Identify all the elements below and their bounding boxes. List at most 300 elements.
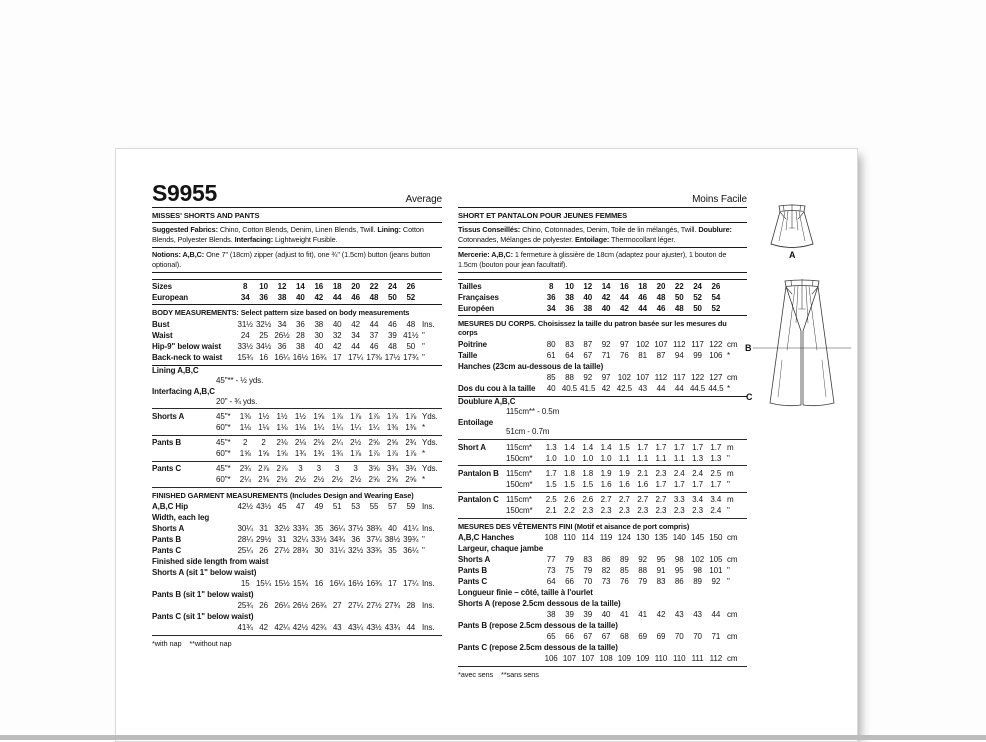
value-cell: 65 (546, 631, 556, 641)
text-segment: Doublure: (698, 225, 732, 235)
value-cell: 42 (314, 292, 324, 302)
value-cell: 40 (583, 292, 593, 302)
table-row (458, 397, 747, 418)
value-cell: 15¾ (292, 579, 309, 589)
value-cell: 43½ (255, 502, 272, 512)
table-row (152, 341, 442, 352)
table-row (152, 524, 442, 535)
table-row (458, 442, 747, 453)
value-cell: 25¼ (237, 546, 253, 556)
value-cell: 32½ (347, 546, 364, 556)
value-cell: 79 (638, 577, 647, 587)
table-row (458, 620, 747, 631)
value-cell: 1.6 (637, 479, 649, 489)
value-cell: 2.3 (692, 505, 703, 515)
fabric-width: 115cm* (506, 494, 532, 504)
value-cell: 85 (546, 372, 556, 382)
value-cell: 124 (617, 533, 631, 543)
value-cell: 1⅝ (313, 411, 325, 421)
value-cell: 83 (583, 555, 593, 565)
value-cell: 110 (654, 653, 668, 663)
value-cell: 1¾ (313, 448, 325, 458)
table-row (458, 383, 747, 394)
row-label: Taille (458, 350, 478, 360)
value-cell: 2.4 (710, 505, 722, 515)
value-cell: 102 (636, 339, 650, 349)
table-row (152, 366, 442, 387)
value-cell: 98 (674, 555, 684, 565)
value-cell: 31 (277, 535, 287, 545)
value-cell: 108 (544, 533, 558, 543)
fabric-width: 45"* (216, 463, 231, 473)
unit-label: Ins. (421, 524, 435, 534)
value-cell: 38¾ (366, 524, 382, 534)
value-cell: 2½ (294, 474, 306, 484)
value-cell: 77 (546, 555, 556, 565)
text-segment: MESURES DU CORPS. Choisissez la taille du patron basée sur les mesures du corps (458, 319, 727, 338)
value-cell: 64 (565, 350, 574, 360)
value-cell: 44 (711, 609, 721, 619)
value-cell: 42½ (237, 502, 253, 512)
value-cell: 16 (314, 281, 324, 291)
value-cell: 27¼ (347, 601, 364, 611)
value-cell: 40 (296, 292, 305, 302)
value-cell: 42.5 (616, 383, 632, 393)
nap-footnote-fr: *avec sens **sans sens (458, 669, 539, 679)
value-cell: 98 (693, 566, 702, 576)
value-cell: 26½ (274, 331, 290, 341)
value-cell: 44 (638, 303, 647, 313)
value-cell: 1⅜ (239, 411, 251, 421)
value-cell: 109 (617, 653, 631, 663)
view-a-label: A (789, 250, 796, 260)
value-cell: 1.1 (637, 453, 649, 463)
value-cell: 20 (351, 281, 360, 291)
yardage-table-fr (458, 397, 747, 519)
value-cell: 1⅞ (331, 411, 343, 421)
value-cell: 2.5 (545, 494, 557, 504)
value-cell: 102 (691, 555, 705, 565)
table-row (152, 535, 442, 546)
table-row (458, 609, 747, 620)
value-cell: 2½ (350, 474, 362, 484)
value-cell: 42¾ (311, 623, 327, 633)
value-cell: 41¼ (403, 524, 419, 534)
value-cell: 67 (583, 350, 593, 360)
row-label: Interfacing A,B,C (152, 386, 215, 396)
value-cell: 10 (565, 281, 574, 291)
row-label: Pants B (152, 535, 182, 545)
table-row (458, 505, 747, 516)
value-cell: 50 (674, 292, 684, 302)
value-cell: 1¾ (294, 448, 306, 458)
unit-label: cm (726, 372, 738, 382)
value-cell: 1⅛ (239, 422, 251, 432)
unit-label: * (726, 383, 730, 393)
value-cell: 2.3 (673, 505, 685, 515)
text-segment: Chino, Cotonnades, Denim, Toile de lin mélangés, Twill. (520, 225, 699, 235)
row-label: Pantalon B (458, 468, 499, 478)
value-cell: 109 (636, 653, 650, 663)
finished-measurements-heading-en (152, 491, 442, 502)
value-cell: 2⅞ (258, 463, 270, 473)
fabric-width: 115cm* (506, 442, 532, 452)
value-cell: 99 (693, 350, 702, 360)
value-cell: 40 (546, 383, 556, 393)
row-label: Width, each leg (152, 513, 210, 523)
value-cell: 34 (277, 320, 287, 330)
value-cell: 1.7 (673, 442, 685, 452)
value-cell: 45 (277, 502, 287, 512)
row-label: European (152, 292, 189, 302)
value-cell: 2⅛ (313, 437, 325, 447)
french-header (458, 181, 747, 208)
row-label: Bust (152, 320, 170, 330)
unit-label: Ins. (421, 579, 435, 589)
value-cell: 41¾ (237, 623, 253, 633)
value-cell: 1.8 (564, 468, 575, 478)
value-cell: 73 (601, 577, 611, 587)
row-label: Finished side length from waist (152, 557, 269, 567)
unit-label: cm (726, 653, 738, 663)
table-row (152, 422, 442, 433)
value-cell: 18 (332, 281, 342, 291)
value-cell: 38 (583, 303, 593, 313)
value-cell: 1¼ (368, 422, 380, 432)
value-cell: 75 (565, 566, 574, 576)
pattern-title-fr: SHORT ET PANTALON POUR JEUNES FEMMES (458, 208, 747, 223)
value-cell: 26 (711, 281, 721, 291)
french-column (458, 181, 747, 680)
value-cell: 1⅞ (350, 448, 362, 458)
value-cell: 87 (583, 339, 593, 349)
value-cell: 27½ (366, 601, 382, 611)
value-cell: 46 (388, 320, 397, 330)
value-cell: 2½ (276, 474, 288, 484)
value-cell: 2.4 (692, 468, 703, 478)
unit-label: " (726, 453, 730, 463)
value-cell: 41½ (403, 331, 419, 341)
unit-label: * (421, 474, 425, 484)
value-cell: 48 (656, 292, 666, 302)
unit-label: cm (726, 609, 738, 619)
value-cell: 70 (693, 631, 702, 641)
table-row (458, 303, 747, 314)
value-cell: 16½ (347, 579, 364, 589)
value-cell: 35 (388, 546, 397, 556)
value-cell: 1.7 (655, 442, 667, 452)
table-row (152, 463, 442, 474)
table-row (152, 600, 442, 611)
row-label: Doublure A,B,C (458, 397, 516, 407)
divider-rule (458, 465, 747, 466)
table-row (458, 361, 747, 372)
value-cell: 130 (636, 533, 650, 543)
body-measurements-heading-en (152, 308, 442, 319)
table-row (152, 292, 442, 303)
value-cell: 135 (654, 533, 668, 543)
value-cell: 39 (583, 609, 593, 619)
value-cell: 2¾ (405, 437, 417, 447)
value-cell: 1⅜ (386, 422, 398, 432)
value-cell: 43 (693, 609, 702, 619)
value-cell: 1.4 (564, 442, 575, 452)
suggested-fabrics-fr (458, 223, 747, 248)
value-cell: 36 (296, 320, 305, 330)
value-cell: 52 (406, 292, 416, 302)
row-label: Pants C (sit 1" below waist) (152, 612, 254, 622)
value-cell: 48 (369, 292, 379, 302)
value-cell: 79 (583, 566, 593, 576)
value-cell: 1.3 (710, 453, 722, 463)
value-cell: 102 (617, 372, 631, 382)
value-cell: 1¼ (350, 422, 362, 432)
value-cell: 37 (369, 331, 379, 341)
row-label: A,B,C Hip (152, 502, 188, 512)
value-cell: 145 (691, 533, 705, 543)
value-cell: 1⅞ (386, 448, 398, 458)
value-cell: 36 (351, 535, 360, 545)
value-cell: 40 (601, 303, 611, 313)
value-cell: 16 (314, 579, 324, 589)
value-cell: 2⅝ (368, 437, 380, 447)
finished-measurements-table-fr (458, 533, 747, 667)
value-cell: 1.0 (600, 453, 612, 463)
unit-label: m (726, 468, 734, 478)
value-cell: 2¼ (331, 437, 343, 447)
value-cell: 1.0 (564, 453, 575, 463)
value-cell: 81 (638, 350, 647, 360)
table-row (152, 330, 442, 341)
fabric-width: 115cm* (506, 468, 532, 478)
value-cell: 89 (693, 577, 702, 587)
text-segment: 1 fermeture à glissière de 18cm (adaptez pour ajuster), 1 bouton de 1.5cm (bouton pour jean facultatif). (458, 250, 727, 269)
value-cell: 34¾ (329, 535, 345, 545)
value-cell: 1.7 (655, 479, 667, 489)
table-row (458, 631, 747, 642)
value-cell: 25¾ (237, 601, 253, 611)
value-cell: 3.4 (710, 494, 722, 504)
value-cell: 32¼ (292, 535, 309, 545)
table-row (152, 502, 442, 513)
value-cell: 95 (656, 555, 666, 565)
value-cell: 22 (369, 281, 379, 291)
divider-rule (458, 439, 747, 440)
row-label: Short A (458, 442, 486, 452)
value-cell: 46 (351, 292, 360, 302)
value-cell: 2 (243, 437, 248, 447)
row-label: Pants B (sit 1" below waist) (152, 590, 254, 600)
value-cell: 1½ (276, 411, 288, 421)
value-cell: 122 (691, 372, 705, 382)
value-cell: 47 (296, 502, 305, 512)
finished-measurements-heading-fr (458, 522, 747, 533)
row-label: Pants C (458, 577, 488, 587)
value-cell: 26¾ (311, 601, 327, 611)
view-c-label: C (746, 392, 753, 402)
value-cell: 42½ (292, 623, 309, 633)
value-cell: 46 (656, 303, 666, 313)
fabric-width: 150cm* (506, 505, 533, 515)
value-cell: 112 (673, 339, 686, 349)
row-label: Lining A,B,C (152, 366, 199, 376)
value-cell: 38½ (384, 535, 401, 545)
value-cell: 1.4 (600, 442, 612, 452)
divider-rule (152, 435, 442, 436)
unit-label: " (726, 577, 730, 587)
row-label: A,B,C Hanches (458, 533, 515, 543)
body-measurements-heading-fr (458, 319, 747, 339)
value-cell: 1⅞ (368, 448, 380, 458)
table-row (152, 578, 442, 589)
value-cell: 97 (619, 339, 629, 349)
row-label: Sizes (152, 281, 172, 291)
row-label: Shorts A (458, 555, 491, 565)
value-cell: 33¾ (292, 524, 309, 534)
value-cell: 79 (565, 555, 574, 565)
unit-label: " (421, 341, 425, 351)
value-cell: 51 (332, 502, 342, 512)
text-segment: Mercerie: A,B,C: (458, 250, 513, 260)
value-cell: 46 (638, 292, 647, 302)
row-label: Shorts A (152, 411, 185, 421)
table-row (458, 339, 747, 350)
value-cell: 2.3 (582, 505, 594, 515)
value-cell: 15½ (274, 579, 290, 589)
value-cell: 46 (369, 341, 379, 351)
value-cell: 31 (259, 524, 268, 534)
unit-label: cm (726, 631, 738, 641)
value-cell: 2⅛ (276, 437, 288, 447)
value-cell: 2.7 (637, 494, 649, 504)
value-cell: 107 (654, 339, 668, 349)
english-column (152, 181, 442, 649)
value-cell: 42 (601, 383, 611, 393)
row-label: Pants B (152, 437, 182, 447)
value-cell: 1⅝ (276, 448, 288, 458)
row-label: Largeur, chaque jambe (458, 544, 544, 554)
value-cell: 38 (565, 292, 574, 302)
value-cell: 1.0 (582, 453, 594, 463)
value-cell: 22 (674, 281, 684, 291)
unit-label: " (421, 352, 425, 362)
row-label: Pants B (repose 2.5cm dessous de la taille) (458, 620, 618, 630)
table-row (458, 479, 747, 490)
fabric-width: 150cm* (506, 453, 533, 463)
fabric-width: 60"* (216, 422, 231, 432)
value-cell: 55 (369, 502, 379, 512)
difficulty-rating-fr: Moins Facile (692, 194, 747, 205)
value-cell: 2.1 (637, 468, 649, 478)
unit-label: m (726, 494, 734, 504)
value-cell: 3 (335, 463, 340, 473)
text-segment: Suggested Fabrics: (152, 225, 218, 235)
value-cell: 112 (654, 372, 668, 382)
row-label: Waist (152, 331, 173, 341)
row-label: Pants C (152, 463, 182, 473)
value-cell: 2⅝ (386, 474, 398, 484)
value-cell: 114 (581, 533, 594, 543)
value-cell: 2.1 (545, 505, 557, 515)
value-cell: 85 (619, 566, 629, 576)
value-cell: 76 (619, 350, 629, 360)
value-cell: 16¾ (311, 352, 327, 362)
value-cell: 57 (388, 502, 397, 512)
value-cell: 1⅛ (294, 422, 306, 432)
value-cell: 107 (636, 372, 650, 382)
notions-fr (458, 248, 747, 273)
text-segment: BODY MEASUREMENTS: Select pattern size based on body measurements (152, 308, 410, 318)
table-row (458, 468, 747, 479)
row-label: Dos du cou à la taille (458, 383, 536, 393)
value-cell: 53 (351, 502, 360, 512)
value-cell: 52 (693, 292, 702, 302)
value-cell: 2½ (350, 437, 362, 447)
value-cell: 95 (674, 566, 684, 576)
value-cell: 8 (243, 281, 248, 291)
value-cell: 30 (314, 331, 324, 341)
row-label: Poitrine (458, 339, 487, 349)
value-cell: 43½ (366, 623, 382, 633)
value-cell: 37½ (347, 524, 364, 534)
row-text: 51cm - 0.7m (506, 427, 550, 437)
value-cell: 44 (332, 292, 342, 302)
value-cell: 1.7 (673, 479, 685, 489)
value-cell: 1.9 (618, 468, 630, 478)
unit-label: " (726, 505, 730, 515)
row-label: Pants C (repose 2.5cm dessous de la taille) (458, 642, 618, 652)
value-cell: 42¼ (274, 623, 290, 633)
value-cell: 1.4 (582, 442, 594, 452)
value-cell: 16¼ (329, 579, 345, 589)
fabric-width: 45"* (216, 437, 231, 447)
value-cell: 88 (565, 372, 574, 382)
row-label: Hip-9" below waist (152, 341, 222, 351)
row-label: Pants B (458, 566, 488, 576)
table-row (152, 589, 442, 600)
value-cell: 2.3 (655, 468, 667, 478)
value-cell: 44 (674, 383, 684, 393)
value-cell: 83 (656, 577, 666, 587)
value-cell: 36 (259, 292, 268, 302)
value-cell: 1.3 (545, 442, 557, 452)
table-row (458, 417, 747, 438)
value-cell: 42 (351, 320, 360, 330)
value-cell: 64 (546, 577, 556, 587)
value-cell: 12 (583, 281, 593, 291)
text-segment: MESURES DES VÊTEMENTS FINI (Motif et aisance de port compris) (458, 521, 690, 531)
value-cell: 2⅜ (258, 474, 270, 484)
row-label: Hanches (23cm au-dessous de la taille) (458, 361, 604, 371)
value-cell: 105 (709, 555, 723, 565)
value-cell: 31½ (237, 320, 253, 330)
row-label: Shorts A (152, 524, 185, 534)
value-cell: 110 (563, 533, 576, 543)
value-cell: 27½ (274, 546, 290, 556)
table-row (152, 319, 442, 330)
value-cell: 70 (674, 631, 684, 641)
text-segment: Cotonnades, Mélanges de polyester. (458, 234, 575, 244)
pattern-envelope-sheet (115, 148, 858, 742)
value-cell: 1.1 (673, 453, 685, 463)
table-row (458, 653, 747, 664)
value-cell: 42 (656, 609, 666, 619)
value-cell: 1¼ (331, 422, 343, 432)
value-cell: 40 (332, 320, 342, 330)
value-cell: 140 (672, 533, 686, 543)
value-cell: 42 (259, 623, 268, 633)
value-cell: 1.7 (692, 442, 703, 452)
